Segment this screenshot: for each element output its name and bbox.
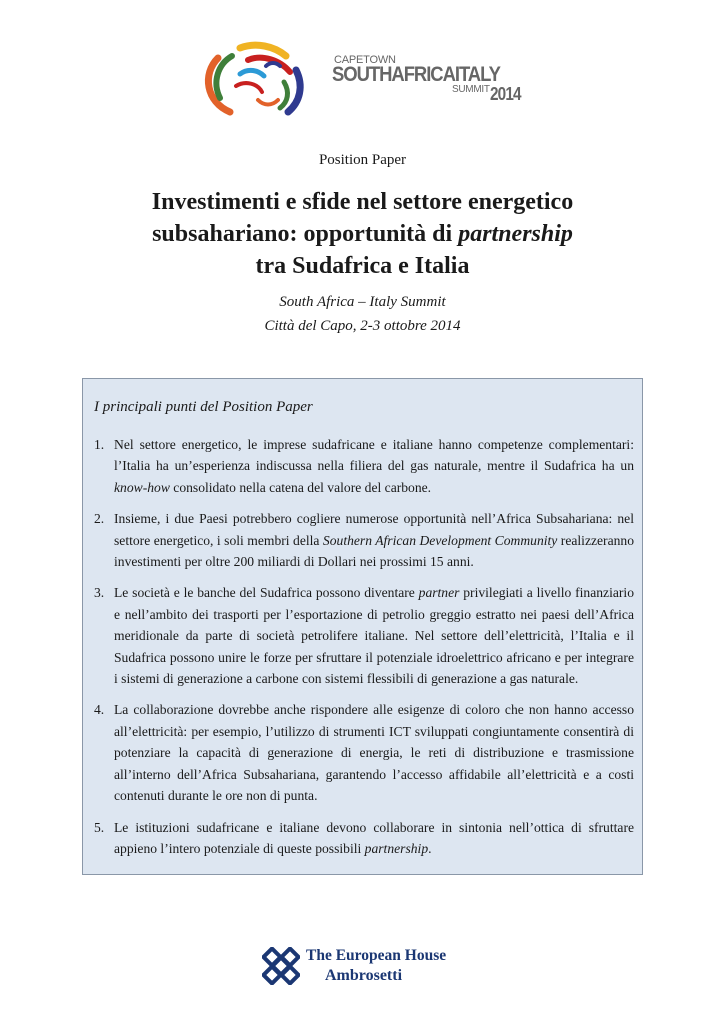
- summit-logo: [200, 40, 540, 122]
- title-line-3: tra Sudafrica e Italia: [255, 253, 470, 279]
- title-line-1: Investimenti e sfide nel settore energetico: [151, 189, 574, 215]
- knot-logo-icon: [262, 947, 300, 985]
- point-text: Nel settore energetico, le imprese sudafricane e italiane hanno competenze complementari: l’Italia ha un’esperienza indiscussa nella filiera del gas naturale, mentre il Sudafrica ha un: [114, 437, 634, 474]
- point-text: Le istituzioni sudafricane e italiane devono collaborare in sintonia nell’ottica di sfruttare appieno l’intero potenziale di queste possibili: [114, 819, 634, 856]
- point-text: La collaborazione dovrebbe anche rispondere alle esigenze di coloro che non hanno accesso all’elettricità: per esempio, l’utilizzo di strumenti ICT sviluppati congiuntamente consentirà di potenziare la capacità di generazione di energia, le reti di distribuzione e trasmissione all’interno dell’Africa Subsahariana, garantendo l’accesso affidabile all’elettricità e a costi contenuti durante le ore non di punta.: [114, 702, 634, 804]
- event-name: South Africa – Italy Summit: [279, 294, 446, 310]
- key-points-list: [94, 434, 634, 869]
- point-italic: Southern African Development Community: [322, 532, 558, 548]
- event-info: [0, 290, 725, 338]
- point-text: Insieme, i due Paesi potrebbero cogliere numerose opportunità nell’Africa Subsahariana: nel settore energetico, i soli membri della: [114, 511, 634, 548]
- point-number: 5.: [94, 819, 105, 835]
- point-number: 1.: [94, 437, 105, 452]
- point-text: privilegiati a livello finanziario e nell’ambito dei trasporti per l’esportazione di petrolio greggio estratto nei paesi dell’Africa meridionale da parte di società petrolifere italiane. Nel settore dell’elettricità, l’Italia e il Sudafrica possono unire le forze per sfruttare il potenziale idroelettrico africano e per integrare i sistemi di generazione a carbone con sistemi flessibili di generazione a gas naturale.: [114, 585, 634, 687]
- point-text: realizzeranno investimenti per oltre 200 miliardi di Dollari nei prossimi 15 anni.: [114, 532, 634, 570]
- list-item: [94, 817, 634, 860]
- summit-wordmark: [332, 54, 532, 110]
- title-italic-word: partnership: [458, 221, 573, 247]
- point-number: 2.: [94, 511, 105, 527]
- list-item: [94, 508, 634, 572]
- point-italic: partnership: [364, 840, 429, 856]
- point-text: consolidato nella catena del valore del carbone.: [169, 479, 432, 495]
- document-type: Position Paper: [318, 152, 407, 168]
- point-italic: partner: [418, 585, 460, 601]
- publisher-logo: [262, 945, 462, 990]
- list-item: [94, 699, 634, 806]
- document-title: [60, 186, 665, 282]
- logo-line-year: 2014: [490, 84, 521, 104]
- key-points-heading: I principali punti del Position Paper: [94, 399, 313, 415]
- list-item: [94, 434, 634, 498]
- point-italic: know-how: [114, 479, 170, 495]
- list-item: [94, 582, 634, 689]
- point-number: 3.: [94, 585, 105, 601]
- title-line-2: subsahariano: opportunità di: [152, 221, 459, 247]
- publisher-name-line1: The European House: [306, 947, 447, 964]
- logo-line-city: CAPETOWN: [334, 54, 396, 66]
- key-points-box: [82, 378, 643, 875]
- point-text: Le società e le banche del Sudafrica possono diventare: [114, 585, 419, 601]
- point-number: 4.: [94, 702, 105, 718]
- logo-line-countries: SOUTHAFRICAITALY: [332, 63, 500, 86]
- event-place-date: Città del Capo, 2-3 ottobre 2014: [264, 318, 461, 334]
- logo-line-summit: SUMMIT: [452, 84, 490, 95]
- summit-emblem-icon: [200, 40, 312, 122]
- publisher-name-line2: Ambrosetti: [325, 967, 403, 984]
- point-text: .: [428, 840, 432, 856]
